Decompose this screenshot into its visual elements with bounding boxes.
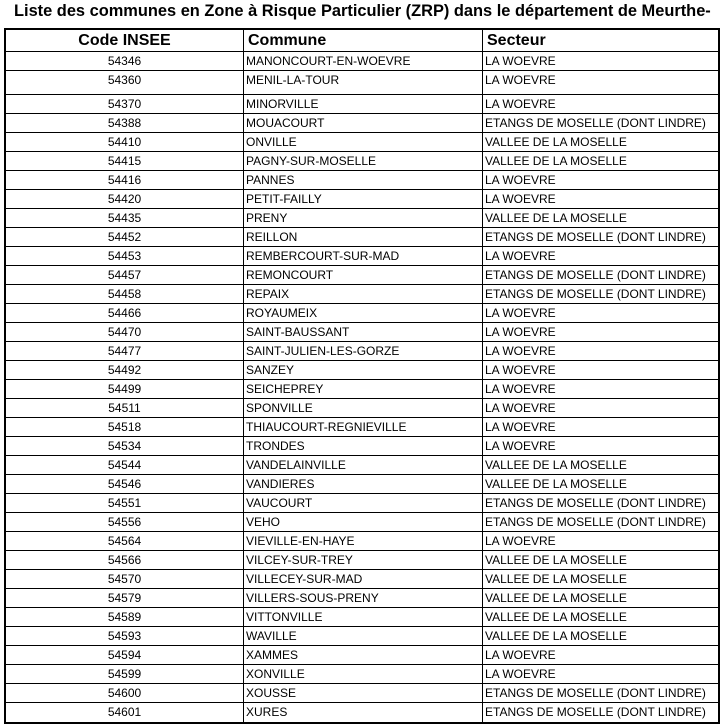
cell-code-insee: 54388 xyxy=(107,116,142,130)
cell-code-insee: 54564 xyxy=(107,534,142,548)
table-row xyxy=(6,475,718,494)
table-row xyxy=(6,361,718,380)
cell-secteur: VALLEE DE LA MOSELLE xyxy=(482,551,718,569)
table-row xyxy=(6,133,718,152)
cell-commune: MANONCOURT-EN-WOEVRE xyxy=(243,52,482,70)
cell-commune: WAVILLE xyxy=(243,627,482,645)
cell-secteur: VALLEE DE LA MOSELLE xyxy=(482,475,718,493)
cell-secteur: VALLEE DE LA MOSELLE xyxy=(482,456,718,474)
cell-code-insee: 54477 xyxy=(107,344,142,358)
table-row xyxy=(6,209,718,228)
table-row xyxy=(6,608,718,627)
cell-secteur: LA WOEVRE xyxy=(482,171,718,189)
table-row xyxy=(6,627,718,646)
cell-code-insee: 54410 xyxy=(107,135,142,149)
cell-commune: VIEVILLE-EN-HAYE xyxy=(243,532,482,550)
table-row xyxy=(6,513,718,532)
cell-secteur: ETANGS DE MOSELLE (DONT LINDRE) xyxy=(482,684,718,702)
cell-secteur: LA WOEVRE xyxy=(482,437,718,455)
cell-secteur: LA WOEVRE xyxy=(482,190,718,208)
cell-code-insee: 54360 xyxy=(107,73,142,87)
cell-code-insee: 54458 xyxy=(107,287,142,301)
cell-secteur: LA WOEVRE xyxy=(482,247,718,265)
header-row xyxy=(6,30,718,52)
table-row xyxy=(6,152,718,171)
cell-code-insee: 54566 xyxy=(107,553,142,567)
table-row xyxy=(6,52,718,71)
cell-commune: ROYAUMEIX xyxy=(243,304,482,322)
cell-code-insee: 54556 xyxy=(107,515,142,529)
cell-secteur: LA WOEVRE xyxy=(482,665,718,683)
table-row xyxy=(6,665,718,684)
table-row xyxy=(6,551,718,570)
table-row xyxy=(6,285,718,304)
cell-code-insee: 54492 xyxy=(107,363,142,377)
cell-code-insee: 54470 xyxy=(107,325,142,339)
cell-code-insee: 54416 xyxy=(107,173,142,187)
cell-secteur: LA WOEVRE xyxy=(482,304,718,322)
cell-commune: ONVILLE xyxy=(243,133,482,151)
cell-commune: TRONDES xyxy=(243,437,482,455)
table-row xyxy=(6,247,718,266)
cell-commune: THIAUCOURT-REGNIEVILLE xyxy=(243,418,482,436)
table-row xyxy=(6,380,718,399)
cell-commune: VITTONVILLE xyxy=(243,608,482,626)
cell-commune: SAINT-BAUSSANT xyxy=(243,323,482,341)
page-title: Liste des communes en Zone à Risque Particulier (ZRP) dans le département de Meurthe- xyxy=(14,2,711,20)
cell-code-insee: 54579 xyxy=(107,591,142,605)
cell-secteur: VALLEE DE LA MOSELLE xyxy=(482,152,718,170)
cell-secteur: LA WOEVRE xyxy=(482,418,718,436)
cell-code-insee: 54346 xyxy=(107,54,142,68)
cell-code-insee: 54593 xyxy=(107,629,142,643)
cell-commune: XOUSSE xyxy=(243,684,482,702)
cell-secteur: LA WOEVRE xyxy=(482,342,718,360)
cell-secteur: LA WOEVRE xyxy=(482,399,718,417)
header-commune: Commune xyxy=(243,30,482,51)
cell-code-insee: 54601 xyxy=(107,705,142,719)
table-row xyxy=(6,342,718,361)
cell-code-insee: 54511 xyxy=(108,401,141,415)
cell-commune: PRENY xyxy=(243,209,482,227)
cell-secteur: ETANGS DE MOSELLE (DONT LINDRE) xyxy=(482,703,718,722)
cell-commune: SANZEY xyxy=(243,361,482,379)
table-row xyxy=(6,703,718,722)
cell-code-insee: 54457 xyxy=(107,268,142,282)
table-row xyxy=(6,190,718,209)
cell-commune: XAMMES xyxy=(243,646,482,664)
cell-code-insee: 54599 xyxy=(107,667,142,681)
table-row xyxy=(6,323,718,342)
cell-commune: VANDIERES xyxy=(243,475,482,493)
cell-secteur: ETANGS DE MOSELLE (DONT LINDRE) xyxy=(482,513,718,531)
table-row xyxy=(6,71,718,95)
cell-code-insee: 54546 xyxy=(107,477,142,491)
cell-commune: XONVILLE xyxy=(243,665,482,683)
cell-secteur: VALLEE DE LA MOSELLE xyxy=(482,209,718,227)
cell-secteur: LA WOEVRE xyxy=(482,646,718,664)
header-code-insee: Code INSEE xyxy=(78,32,171,49)
cell-commune: PANNES xyxy=(243,171,482,189)
header-secteur: Secteur xyxy=(482,30,718,51)
cell-code-insee: 54452 xyxy=(107,230,142,244)
cell-commune: MINORVILLE xyxy=(243,95,482,113)
cell-code-insee: 54435 xyxy=(107,211,142,225)
cell-secteur: LA WOEVRE xyxy=(482,361,718,379)
cell-secteur: VALLEE DE LA MOSELLE xyxy=(482,589,718,607)
cell-commune: REMONCOURT xyxy=(243,266,482,284)
cell-code-insee: 54499 xyxy=(107,382,142,396)
cell-commune: VILCEY-SUR-TREY xyxy=(243,551,482,569)
cell-secteur: ETANGS DE MOSELLE (DONT LINDRE) xyxy=(482,114,718,132)
cell-secteur: LA WOEVRE xyxy=(482,532,718,550)
cell-commune: SAINT-JULIEN-LES-GORZE xyxy=(243,342,482,360)
table-row xyxy=(6,304,718,323)
cell-secteur: VALLEE DE LA MOSELLE xyxy=(482,133,718,151)
cell-secteur: ETANGS DE MOSELLE (DONT LINDRE) xyxy=(482,266,718,284)
table-row xyxy=(6,95,718,114)
cell-secteur: LA WOEVRE xyxy=(482,95,718,113)
cell-secteur: VALLEE DE LA MOSELLE xyxy=(482,608,718,626)
cell-commune: SEICHEPREY xyxy=(243,380,482,398)
cell-code-insee: 54570 xyxy=(107,572,142,586)
cell-commune: VEHO xyxy=(243,513,482,531)
cell-secteur: ETANGS DE MOSELLE (DONT LINDRE) xyxy=(482,494,718,512)
cell-code-insee: 54415 xyxy=(107,154,142,168)
cell-code-insee: 54534 xyxy=(107,439,142,453)
cell-code-insee: 54518 xyxy=(107,420,142,434)
cell-commune: REILLON xyxy=(243,228,482,246)
table-row xyxy=(6,228,718,247)
communes-table xyxy=(4,28,720,724)
table-row xyxy=(6,171,718,190)
cell-code-insee: 54594 xyxy=(107,648,142,662)
cell-secteur: LA WOEVRE xyxy=(482,380,718,398)
cell-commune: REMBERCOURT-SUR-MAD xyxy=(243,247,482,265)
cell-commune: PETIT-FAILLY xyxy=(243,190,482,208)
table-row xyxy=(6,684,718,703)
cell-secteur: ETANGS DE MOSELLE (DONT LINDRE) xyxy=(482,228,718,246)
cell-commune: VILLERS-SOUS-PRENY xyxy=(243,589,482,607)
cell-commune: VILLECEY-SUR-MAD xyxy=(243,570,482,588)
cell-secteur: VALLEE DE LA MOSELLE xyxy=(482,570,718,588)
cell-code-insee: 54370 xyxy=(107,97,142,111)
cell-commune: REPAIX xyxy=(243,285,482,303)
cell-code-insee: 54453 xyxy=(107,249,142,263)
cell-commune: VAUCOURT xyxy=(243,494,482,512)
table-row xyxy=(6,532,718,551)
cell-code-insee: 54466 xyxy=(107,306,142,320)
table-body xyxy=(6,52,718,722)
cell-commune: SPONVILLE xyxy=(243,399,482,417)
cell-secteur: VALLEE DE LA MOSELLE xyxy=(482,627,718,645)
cell-code-insee: 54420 xyxy=(107,192,142,206)
cell-code-insee: 54600 xyxy=(107,686,142,700)
cell-code-insee: 54551 xyxy=(107,496,142,510)
cell-secteur: LA WOEVRE xyxy=(482,71,718,94)
table-row xyxy=(6,418,718,437)
cell-code-insee: 54544 xyxy=(107,458,142,472)
table-row xyxy=(6,456,718,475)
table-row xyxy=(6,437,718,456)
cell-commune: VANDELAINVILLE xyxy=(243,456,482,474)
table-row xyxy=(6,646,718,665)
table-row xyxy=(6,266,718,285)
cell-commune: MENIL-LA-TOUR xyxy=(243,71,482,94)
table-row xyxy=(6,114,718,133)
cell-secteur: LA WOEVRE xyxy=(482,323,718,341)
cell-commune: MOUACOURT xyxy=(243,114,482,132)
cell-code-insee: 54589 xyxy=(107,610,142,624)
cell-commune: XURES xyxy=(243,703,482,722)
cell-secteur: ETANGS DE MOSELLE (DONT LINDRE) xyxy=(482,285,718,303)
table-row xyxy=(6,399,718,418)
cell-secteur: LA WOEVRE xyxy=(482,52,718,70)
cell-commune: PAGNY-SUR-MOSELLE xyxy=(243,152,482,170)
table-row xyxy=(6,589,718,608)
table-row xyxy=(6,570,718,589)
table-row xyxy=(6,494,718,513)
